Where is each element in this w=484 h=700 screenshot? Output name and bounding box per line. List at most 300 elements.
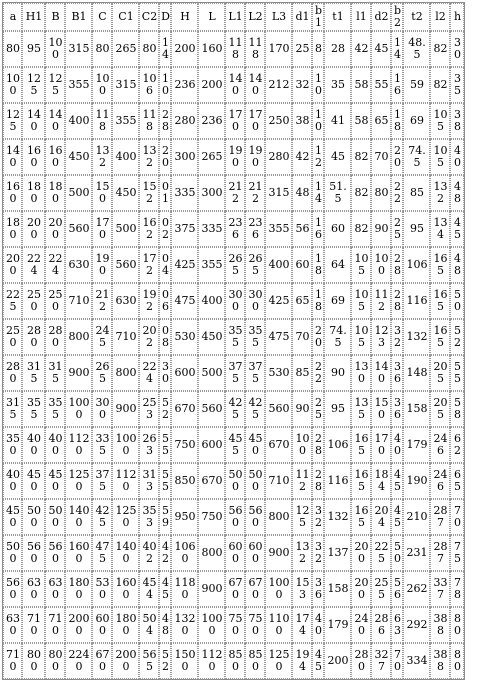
table-cell: 1400 [65, 499, 92, 535]
table-cell: 2000 [65, 607, 92, 643]
table-cell: 400 [198, 283, 225, 319]
table-cell: 78 [450, 571, 464, 607]
table-cell: 630 [65, 247, 92, 283]
table-cell: 1000 [198, 607, 225, 643]
table-cell: 179 [403, 427, 430, 463]
table-row [3, 499, 464, 535]
table-cell: 2000 [112, 643, 139, 679]
table-cell: 48 [450, 247, 464, 283]
table-cell: 355 [22, 391, 45, 427]
table-cell: 400 [65, 103, 92, 139]
table-cell: 22 [312, 355, 324, 391]
table-cell: 1250 [265, 643, 292, 679]
table-cell: 30 [450, 31, 464, 67]
table-cell: 800 [65, 319, 92, 355]
table-cell: 800 [22, 643, 45, 679]
table-cell: 90 [292, 391, 312, 427]
table-cell: 01 [159, 175, 171, 211]
table-cell: 337 [430, 571, 450, 607]
header-cell: C2 [139, 3, 159, 31]
table-cell: 16 [391, 67, 403, 103]
table-cell: 900 [65, 355, 92, 391]
table-cell: 425 [171, 247, 198, 283]
table-cell: 8 [312, 31, 324, 67]
table-cell: 25 [312, 391, 324, 427]
table-cell: 48 [292, 175, 312, 211]
table-cell: 50 [391, 535, 403, 571]
table-cell: 560 [3, 571, 22, 607]
table-cell: 292 [403, 607, 430, 643]
table-cell: 82 [430, 67, 450, 103]
table-cell: 450 [22, 463, 45, 499]
table-row [3, 175, 464, 211]
table-cell: 165 [430, 247, 450, 283]
table-cell: 02 [159, 211, 171, 247]
table-cell: 315 [265, 175, 292, 211]
table-cell: 710 [3, 643, 22, 679]
table-cell: 52 [159, 391, 171, 427]
table-cell: 105 [430, 103, 450, 139]
header-cell: C1 [112, 3, 139, 31]
table-cell: 12 [312, 139, 324, 175]
table-cell: 10 [312, 103, 324, 139]
table-cell: 52 [159, 643, 171, 679]
table-cell: 315 [3, 391, 22, 427]
table-cell: 32 [391, 319, 403, 355]
header-cell: b2 [391, 3, 403, 31]
table-cell: 25 [391, 211, 403, 247]
table-cell: 41 [324, 103, 351, 139]
table-cell: 280 [265, 139, 292, 175]
table-cell: 265 [245, 247, 265, 283]
table-cell: 800 [265, 499, 292, 535]
table-cell: 82 [430, 31, 450, 67]
table-cell: 18 [312, 283, 324, 319]
table-cell: 800 [112, 355, 139, 391]
table-cell: 265 [112, 31, 139, 67]
header-cell: H1 [22, 3, 45, 31]
table-cell: 500 [112, 211, 139, 247]
table-cell: 90 [324, 355, 351, 391]
table-cell: 204 [371, 499, 391, 535]
table-cell: 80 [450, 607, 464, 643]
table-cell: 140 [22, 103, 45, 139]
table-cell: 1100 [265, 607, 292, 643]
table-cell: 35 [450, 67, 464, 103]
table-cell: 335 [198, 211, 225, 247]
table-cell: 153 [292, 571, 312, 607]
table-cell: 170 [265, 31, 292, 67]
table-cell: 32 [312, 499, 324, 535]
table-cell: 236 [198, 103, 225, 139]
table-cell: 170 [245, 103, 265, 139]
table-cell: 375 [92, 463, 112, 499]
table-row [3, 103, 464, 139]
table-cell: 80 [450, 643, 464, 679]
table-cell: 286 [371, 607, 391, 643]
table-cell: 800 [198, 535, 225, 571]
table-cell: 327 [371, 643, 391, 679]
table-cell: 504 [139, 607, 159, 643]
table-cell: 200 [22, 211, 45, 247]
table-cell: 105 [351, 247, 371, 283]
table-cell: 425 [225, 391, 245, 427]
table-cell: 500 [65, 175, 92, 211]
table-cell: 150 [92, 175, 112, 211]
table-cell: 62 [450, 427, 464, 463]
table-cell: 265 [198, 139, 225, 175]
table-cell: 132 [139, 139, 159, 175]
header-cell: d2 [371, 3, 391, 31]
table-row [3, 571, 464, 607]
table-cell: 560 [245, 499, 265, 535]
table-cell: 300 [198, 175, 225, 211]
table-cell: 2240 [65, 643, 92, 679]
table-cell: 80 [371, 175, 391, 211]
table-cell: 530 [92, 571, 112, 607]
table-cell: 38 [292, 103, 312, 139]
table-cell: 194 [292, 643, 312, 679]
table-cell: 355 [112, 103, 139, 139]
table-cell: 1180 [171, 571, 198, 607]
table-cell: 600 [171, 355, 198, 391]
table-cell: 224 [45, 247, 65, 283]
table-cell: 118 [225, 31, 245, 67]
table-row [3, 211, 464, 247]
table-cell: 210 [403, 499, 430, 535]
table-cell: 350 [3, 427, 22, 463]
table-cell: 212 [225, 175, 245, 211]
table-cell: 80 [3, 31, 22, 67]
table-cell: 105 [351, 283, 371, 319]
table-cell: 200 [198, 67, 225, 103]
table-cell: 450 [112, 175, 139, 211]
table-cell: 250 [265, 103, 292, 139]
table-cell: 40 [391, 427, 403, 463]
table-cell: 1800 [112, 607, 139, 643]
header-cell: L [198, 3, 225, 31]
table-cell: 170 [371, 427, 391, 463]
table-cell: 40 [450, 139, 464, 175]
table-cell: 850 [225, 643, 245, 679]
table-cell: 134 [430, 211, 450, 247]
table-row [3, 355, 464, 391]
table-cell: 165 [430, 319, 450, 355]
table-cell: 315 [65, 31, 92, 67]
table-cell: 165 [430, 283, 450, 319]
table-cell: 158 [403, 391, 430, 427]
table-cell: 450 [45, 463, 65, 499]
table-cell: 560 [225, 499, 245, 535]
table-row [3, 139, 464, 175]
table-cell: 236 [225, 211, 245, 247]
table-row [3, 31, 464, 67]
table-cell: 118 [92, 103, 112, 139]
table-cell: 08 [159, 319, 171, 355]
table-cell: 85 [292, 355, 312, 391]
table-cell: 35 [324, 67, 351, 103]
table-cell: 60 [292, 247, 312, 283]
table-cell: 48 [159, 607, 171, 643]
table-cell: 205 [430, 355, 450, 391]
table-cell: 630 [45, 571, 65, 607]
table-cell: 231 [403, 535, 430, 571]
table-cell: 200 [45, 211, 65, 247]
table-cell: 125 [3, 103, 22, 139]
table-cell: 200 [351, 571, 371, 607]
table-cell: 400 [265, 247, 292, 283]
table-cell: 560 [45, 535, 65, 571]
table-cell: 402 [139, 535, 159, 571]
table-cell: 100 [292, 427, 312, 463]
table-row [3, 427, 464, 463]
table-cell: 132 [403, 319, 430, 355]
table-cell: 670 [92, 643, 112, 679]
table-cell: 565 [139, 643, 159, 679]
table-cell: 630 [112, 283, 139, 319]
table-cell: 74.5 [324, 319, 351, 355]
table-cell: 1400 [112, 535, 139, 571]
table-cell: 750 [225, 607, 245, 643]
table-cell: 18 [391, 103, 403, 139]
table-cell: 710 [265, 463, 292, 499]
table-cell: 112 [371, 283, 391, 319]
table-cell: 45 [312, 643, 324, 679]
table-cell: 710 [112, 319, 139, 355]
table-cell: 30 [159, 355, 171, 391]
table-cell: 10 [159, 67, 171, 103]
table-cell: 04 [159, 247, 171, 283]
table-cell: 670 [265, 427, 292, 463]
table-cell: 750 [245, 607, 265, 643]
table-cell: 140 [225, 67, 245, 103]
table-cell: 263 [139, 427, 159, 463]
table-cell: 95 [324, 391, 351, 427]
table-cell: 212 [92, 283, 112, 319]
table-cell: 55 [159, 427, 171, 463]
table-cell: 112 [292, 463, 312, 499]
header-cell: B1 [65, 3, 92, 31]
table-cell: 750 [198, 499, 225, 535]
table-row [3, 607, 464, 643]
table-cell: 125 [22, 67, 45, 103]
table-cell: 670 [245, 571, 265, 607]
table-cell: 58 [351, 67, 371, 103]
table-cell: 850 [245, 643, 265, 679]
table-cell: 450 [65, 139, 92, 175]
table-cell: 06 [159, 283, 171, 319]
table-cell: 280 [45, 319, 65, 355]
table-cell: 375 [245, 355, 265, 391]
table-cell: 123 [371, 319, 391, 355]
table-cell: 1060 [171, 535, 198, 571]
table-cell: 56 [391, 571, 403, 607]
table-cell: 63 [391, 607, 403, 643]
table-cell: 280 [171, 103, 198, 139]
table-cell: 140 [45, 103, 65, 139]
header-cell: b1 [312, 3, 324, 31]
table-cell: 70 [292, 319, 312, 355]
table-cell: 1600 [65, 535, 92, 571]
table-cell: 1000 [65, 391, 92, 427]
table-cell: 69 [324, 283, 351, 319]
table-cell: 42 [159, 535, 171, 571]
table-cell: 245 [92, 319, 112, 355]
table-cell: 850 [171, 463, 198, 499]
table-cell: 165 [351, 463, 371, 499]
table-cell: 20 [312, 319, 324, 355]
table-cell: 255 [371, 571, 391, 607]
table-cell: 475 [265, 319, 292, 355]
table-cell: 500 [3, 535, 22, 571]
header-cell: t2 [403, 3, 430, 31]
table-cell: 36 [312, 571, 324, 607]
header-cell: a [3, 3, 22, 31]
table-cell: 184 [371, 463, 391, 499]
table-cell: 335 [171, 175, 198, 211]
table-cell: 125 [45, 67, 65, 103]
table-cell: 355 [245, 319, 265, 355]
table-cell: 179 [324, 607, 351, 643]
table-row [3, 283, 464, 319]
table-row [3, 643, 464, 679]
table-cell: 236 [245, 211, 265, 247]
table-cell: 300 [92, 391, 112, 427]
table-cell: 55 [371, 67, 391, 103]
table-cell: 202 [139, 319, 159, 355]
table-cell: 14 [159, 31, 171, 67]
table-cell: 560 [265, 391, 292, 427]
table-cell: 65 [292, 283, 312, 319]
table-cell: 253 [139, 391, 159, 427]
table-row [3, 247, 464, 283]
table-cell: 315 [45, 355, 65, 391]
table-cell: 670 [198, 463, 225, 499]
table-cell: 137 [324, 535, 351, 571]
table-cell: 280 [351, 643, 371, 679]
table-cell: 118 [139, 103, 159, 139]
table-cell: 20 [159, 139, 171, 175]
table-cell: 135 [351, 391, 371, 427]
table-cell: 900 [265, 535, 292, 571]
table-cell: 140 [245, 67, 265, 103]
table-cell: 1250 [65, 463, 92, 499]
table-cell: 190 [245, 139, 265, 175]
table-cell: 58 [450, 391, 464, 427]
table-cell: 42 [351, 31, 371, 67]
table-cell: 425 [265, 283, 292, 319]
table-cell: 160 [45, 139, 65, 175]
table-cell: 630 [22, 571, 45, 607]
table-row [3, 463, 464, 499]
table-cell: 51.5 [324, 175, 351, 211]
table-cell: 56 [292, 211, 312, 247]
table-cell: 160 [22, 139, 45, 175]
table-cell: 48.5 [403, 31, 430, 67]
table-cell: 900 [112, 391, 139, 427]
table-cell: 45 [391, 463, 403, 499]
table-cell: 125 [292, 499, 312, 535]
header-cell: L3 [265, 3, 292, 31]
table-cell: 400 [112, 139, 139, 175]
table-cell: 158 [324, 571, 351, 607]
table-cell: 200 [3, 247, 22, 283]
table-cell: 174 [292, 607, 312, 643]
table-cell: 225 [3, 283, 22, 319]
table-cell: 450 [245, 427, 265, 463]
table-cell: 375 [171, 211, 198, 247]
table-cell: 335 [92, 427, 112, 463]
table-row [3, 319, 464, 355]
table-cell: 280 [22, 319, 45, 355]
table-cell: 10 [312, 67, 324, 103]
table-cell: 630 [3, 607, 22, 643]
table-cell: 710 [22, 607, 45, 643]
header-cell: l1 [351, 3, 371, 31]
table-cell: 45 [159, 571, 171, 607]
table-cell: 28 [312, 427, 324, 463]
table-cell: 36 [391, 355, 403, 391]
table-cell: 353 [139, 499, 159, 535]
table-cell: 200 [171, 31, 198, 67]
table-cell: 16 [312, 211, 324, 247]
table-cell: 265 [225, 247, 245, 283]
table-cell: 70 [371, 139, 391, 175]
header-cell: d1 [292, 3, 312, 31]
table-cell: 500 [198, 355, 225, 391]
table-cell: 212 [245, 175, 265, 211]
table-cell: 132 [430, 175, 450, 211]
table-cell: 14 [391, 31, 403, 67]
table-cell: 36 [391, 391, 403, 427]
table-cell: 170 [225, 103, 245, 139]
table-cell: 355 [198, 247, 225, 283]
table-cell: 300 [245, 283, 265, 319]
table-cell: 530 [265, 355, 292, 391]
table-cell: 132 [324, 499, 351, 535]
table-cell: 85 [403, 175, 430, 211]
table-cell: 65 [371, 103, 391, 139]
table-cell: 800 [45, 643, 65, 679]
table-cell: 750 [171, 427, 198, 463]
table-cell: 32 [292, 67, 312, 103]
table-cell: 262 [403, 571, 430, 607]
table-cell: 28 [391, 283, 403, 319]
table-cell: 60 [324, 211, 351, 247]
table-cell: 600 [245, 535, 265, 571]
table-cell: 152 [139, 175, 159, 211]
table-cell: 130 [351, 355, 371, 391]
table-cell: 950 [171, 499, 198, 535]
table-cell: 560 [22, 535, 45, 571]
table-cell: 42 [292, 139, 312, 175]
table-cell: 180 [22, 175, 45, 211]
table-cell: 205 [430, 391, 450, 427]
table-cell: 82 [351, 211, 371, 247]
table-cell: 450 [198, 319, 225, 355]
table-cell: 28 [324, 31, 351, 67]
header-row [3, 3, 464, 31]
header-cell: l2 [430, 3, 450, 31]
table-cell: 315 [112, 67, 139, 103]
table-cell: 55 [159, 463, 171, 499]
table-cell: 334 [403, 643, 430, 679]
table-cell: 90 [371, 211, 391, 247]
table-cell: 170 [92, 211, 112, 247]
table-cell: 116 [403, 283, 430, 319]
table-cell: 75 [450, 535, 464, 571]
table-cell: 246 [430, 427, 450, 463]
